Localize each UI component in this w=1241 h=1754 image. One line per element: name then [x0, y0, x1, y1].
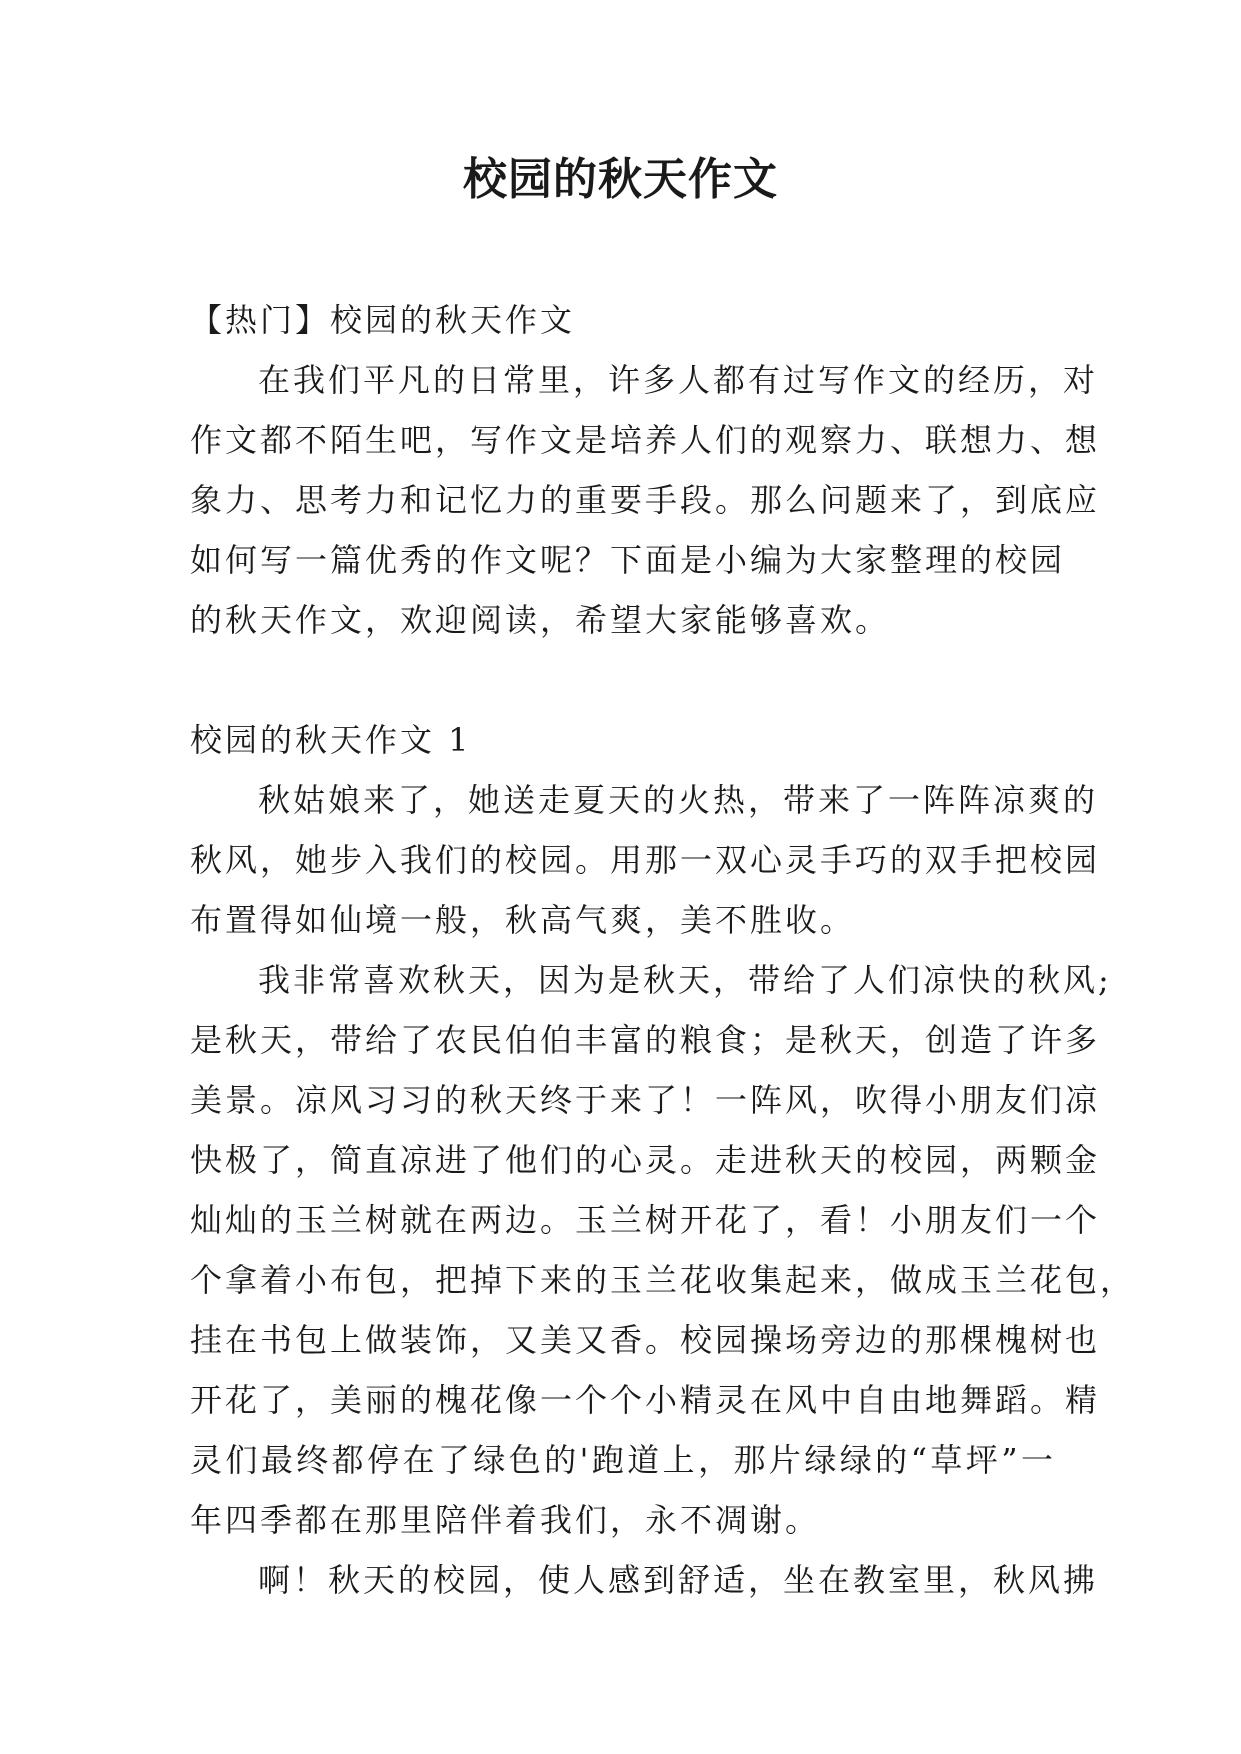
paragraph-line: 灿灿的玉兰树就在两边。玉兰树开花了，看！小朋友们一个 [190, 1201, 1101, 1239]
section-title: 校园的秋天作文 1 [190, 721, 472, 759]
intro-line: 象力、思考力和记忆力的重要手段。那么问题来了，到底应 [190, 481, 1101, 519]
paragraph-2 [190, 950, 1136, 1550]
paragraph-line: 美景。凉风习习的秋天终于来了！一阵风，吹得小朋友们凉 [190, 1081, 1101, 1119]
paragraph-3 [190, 1550, 1099, 1610]
intro-line: 的秋天作文，欢迎阅读，希望大家能够喜欢。 [190, 601, 891, 639]
paragraph-line: 秋姑娘来了，她送走夏天的火热，带来了一阵阵凉爽的 [258, 781, 1099, 819]
intro-line: 如何写一篇优秀的作文呢？下面是小编为大家整理的校园 [190, 541, 1066, 579]
paragraph-line: 灵们最终都停在了绿色的'跑道上，那片绿绿的“草坪”一 [190, 1441, 1056, 1479]
paragraph-line: 开花了，美丽的槐花像一个个小精灵在风中自由地舞蹈。精 [190, 1381, 1101, 1419]
intro-paragraph [190, 350, 1101, 650]
paragraph-line: 是秋天，带给了农民伯伯丰富的粮食；是秋天，创造了许多 [190, 1021, 1101, 1059]
paragraph-line: 快极了，简直凉进了他们的心灵。走进秋天的校园，两颗金 [190, 1141, 1101, 1179]
paragraph-line: 啊！秋天的校园，使人感到舒适，坐在教室里，秋风拂 [258, 1561, 1099, 1599]
document-body [190, 290, 1136, 1610]
paragraph-line: 秋风，她步入我们的校园。用那一双心灵手巧的双手把校园 [190, 841, 1101, 879]
heading-tag: 【热门】校园的秋天作文 [190, 301, 576, 339]
paragraph-gap [190, 650, 1056, 710]
document-title: 校园的秋天作文 [463, 154, 778, 205]
paragraph-1 [190, 770, 1101, 950]
intro-line: 在我们平凡的日常里，许多人都有过写作文的经历，对 [258, 361, 1099, 399]
paragraph-line: 我非常喜欢秋天，因为是秋天，带给了人们凉快的秋风; [258, 961, 1112, 999]
intro-line: 作文都不陌生吧，写作文是培养人们的观察力、联想力、想 [190, 421, 1101, 459]
paragraph-line: 年四季都在那里陪伴着我们，永不凋谢。 [190, 1501, 821, 1539]
paragraph-line: 布置得如仙境一般，秋高气爽，美不胜收。 [190, 901, 856, 939]
paragraph-line: 挂在书包上做装饰，又美又香。校园操场旁边的那棵槐树也 [190, 1321, 1101, 1359]
paragraph-line: 个拿着小布包，把掉下来的玉兰花收集起来，做成玉兰花包， [190, 1261, 1136, 1299]
